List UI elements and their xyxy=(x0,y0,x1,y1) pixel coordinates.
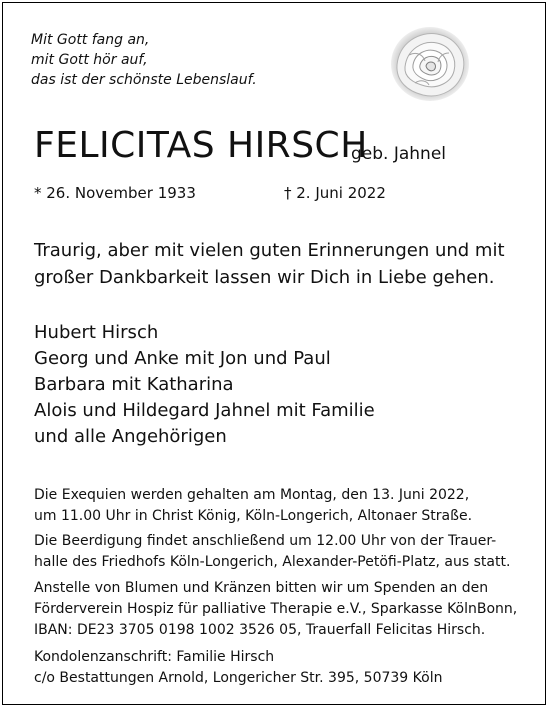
funeral-mass-notice xyxy=(34,485,472,527)
notice-line: Die Exequien werden gehalten am Montag, den 13. Juni 2022, xyxy=(34,487,470,503)
rose-icon xyxy=(389,25,471,103)
notice-line: IBAN: DE23 3705 0198 1002 3526 05, Trauerfall Felicitas Hirsch. xyxy=(34,622,486,638)
notice-line: um 11.00 Uhr in Christ König, Köln-Longerich, Altonaer Straße. xyxy=(34,508,473,524)
quote-line: Traurig, aber mit vielen guten Erinnerungen und mit xyxy=(34,240,505,261)
motto-line: Mit Gott fang an, xyxy=(31,32,150,48)
farewell-quote xyxy=(34,237,505,291)
notice-line: Förderverein Hospiz für palliative Therapie e.V., Sparkasse KölnBonn, xyxy=(34,601,518,617)
motto-line: mit Gott hör auf, xyxy=(31,52,148,68)
quote-line: großer Dankbarkeit lassen wir Dich in Liebe gehen. xyxy=(34,267,495,288)
mourner-line: Barbara mit Katharina xyxy=(34,374,234,395)
deceased-name: FELICITAS HIRSCH xyxy=(34,125,368,166)
motto-verse xyxy=(31,30,257,90)
mourner-line: Hubert Hirsch xyxy=(34,322,159,343)
notice-line: c/o Bestattungen Arnold, Longericher Str. 395, 50739 Köln xyxy=(34,670,443,686)
notice-line: halle des Friedhofs Köln-Longerich, Alexander-Petöfi-Platz, aus statt. xyxy=(34,554,511,570)
mourner-line: Alois und Hildegard Jahnel mit Familie xyxy=(34,400,375,421)
burial-notice xyxy=(34,531,510,573)
maiden-name: geb. Jahnel xyxy=(351,144,447,164)
condolence-address xyxy=(34,647,442,689)
donation-notice xyxy=(34,578,517,641)
mourners-list xyxy=(34,320,375,450)
notice-line: Die Beerdigung findet anschließend um 12.00 Uhr von der Trauer- xyxy=(34,533,497,549)
birth-date: * 26. November 1933 xyxy=(34,184,196,202)
mourner-line: und alle Angehörigen xyxy=(34,426,227,447)
death-date: † 2. Juni 2022 xyxy=(284,184,386,202)
motto-line: das ist der schönste Lebenslauf. xyxy=(31,72,257,88)
notice-line: Kondolenzanschrift: Familie Hirsch xyxy=(34,649,275,665)
obituary-frame xyxy=(2,2,546,705)
mourner-line: Georg und Anke mit Jon und Paul xyxy=(34,348,331,369)
notice-line: Anstelle von Blumen und Kränzen bitten wir um Spenden an den xyxy=(34,580,489,596)
